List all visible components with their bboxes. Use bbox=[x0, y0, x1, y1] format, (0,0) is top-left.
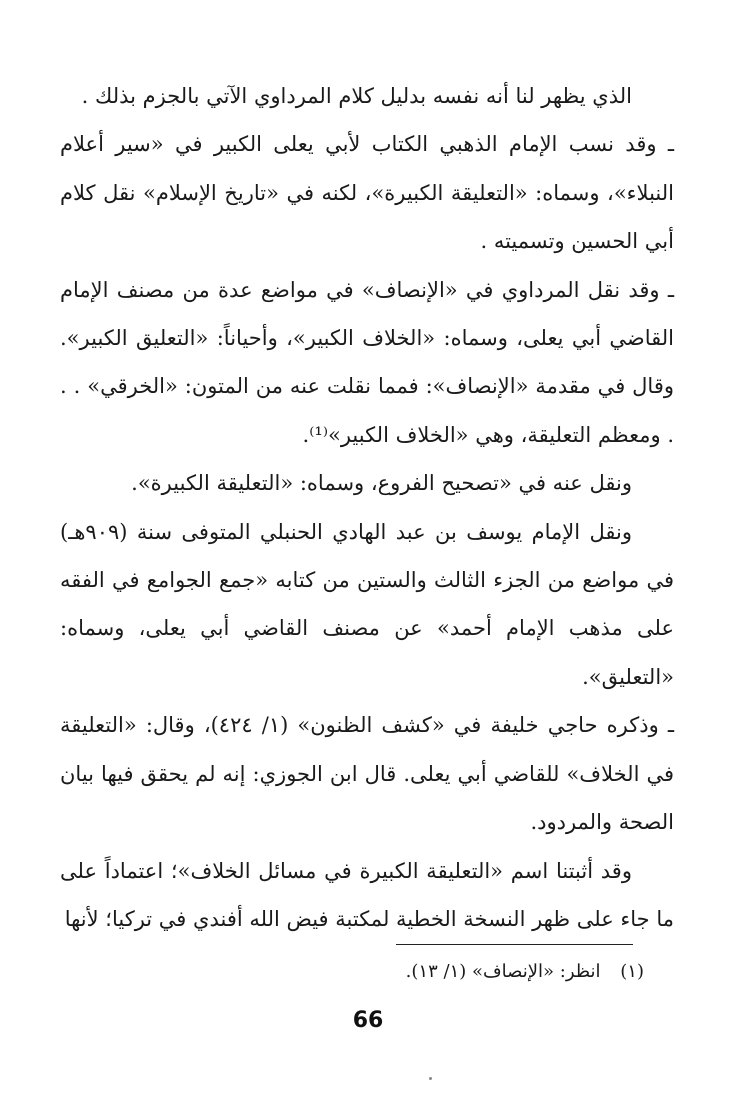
footnote bbox=[124, 958, 644, 986]
paragraph-4: ونقل عنه في «تصحيح الفروع، وسماه: «التعليقة الكبيرة». bbox=[131, 471, 632, 496]
paragraph-5: ونقل الإمام يوسف بن عبد الهادي الحنبلي المتوفى سنة (٩٠٩هـ) في مواضع من الجزء الثالث والستين من كتابه «جمع الجوامع في الفقه على مذهب الإمام أحمد» عن مصنف القاضي أبي يعلى، وسماه: «التعليق». bbox=[60, 519, 674, 689]
main-text bbox=[60, 72, 674, 943]
footnote-marker: (١) bbox=[620, 961, 644, 982]
paragraph-1: الذي يظهر لنا أنه نفسه بدليل كلام المرداوي الآتي بالجزم بذلك . bbox=[81, 84, 632, 108]
footnote-text: انظر: «الإنصاف» (١/ ١٣). bbox=[405, 961, 601, 982]
paragraph-2: ـ وقد نسب الإمام الذهبي الكتاب لأبي يعلى الكبير في «سير أعلام النبلاء»، وسماه: «التعليقة الكبيرة»، لكنه في «تاريخ الإسلام» نقل كلام أبي الحسين وتسميته . bbox=[60, 132, 674, 254]
paragraph-3: ـ وقد نقل المرداوي في «الإنصاف» في مواضع عدة من مصنف الإمام القاضي أبي يعلى، وسماه: «الخلاف الكبير»، وأحياناً: «التعليق الكبير». وقال في مقدمة «الإنصاف»: فمما نقلت عنه من المتون: «الخرقي» . . . ومعظم التعليقة، وهي «الخلاف الكبير»⁽¹⁾. bbox=[60, 277, 674, 447]
paragraph-6: ـ وذكره حاجي خليفة في «كشف الظنون» (١/ ٤٢٤)، وقال: «التعليقة في الخلاف» للقاضي أبي يعلى. قال ابن الجوزي: إنه لم يحقق فيها بيان الصحة والمردود. bbox=[60, 713, 674, 835]
page-number: 66 bbox=[352, 1008, 384, 1033]
footnote-divider bbox=[396, 944, 633, 945]
paragraph-7: وقد أثبتنا اسم «التعليقة الكبيرة في مسائل الخلاف»؛ اعتماداً على ما جاء على ظهر النسخة الخطية لمكتبة فيض الله أفندي في تركيا؛ لأنها bbox=[60, 858, 674, 931]
scan-speck bbox=[429, 1077, 432, 1080]
